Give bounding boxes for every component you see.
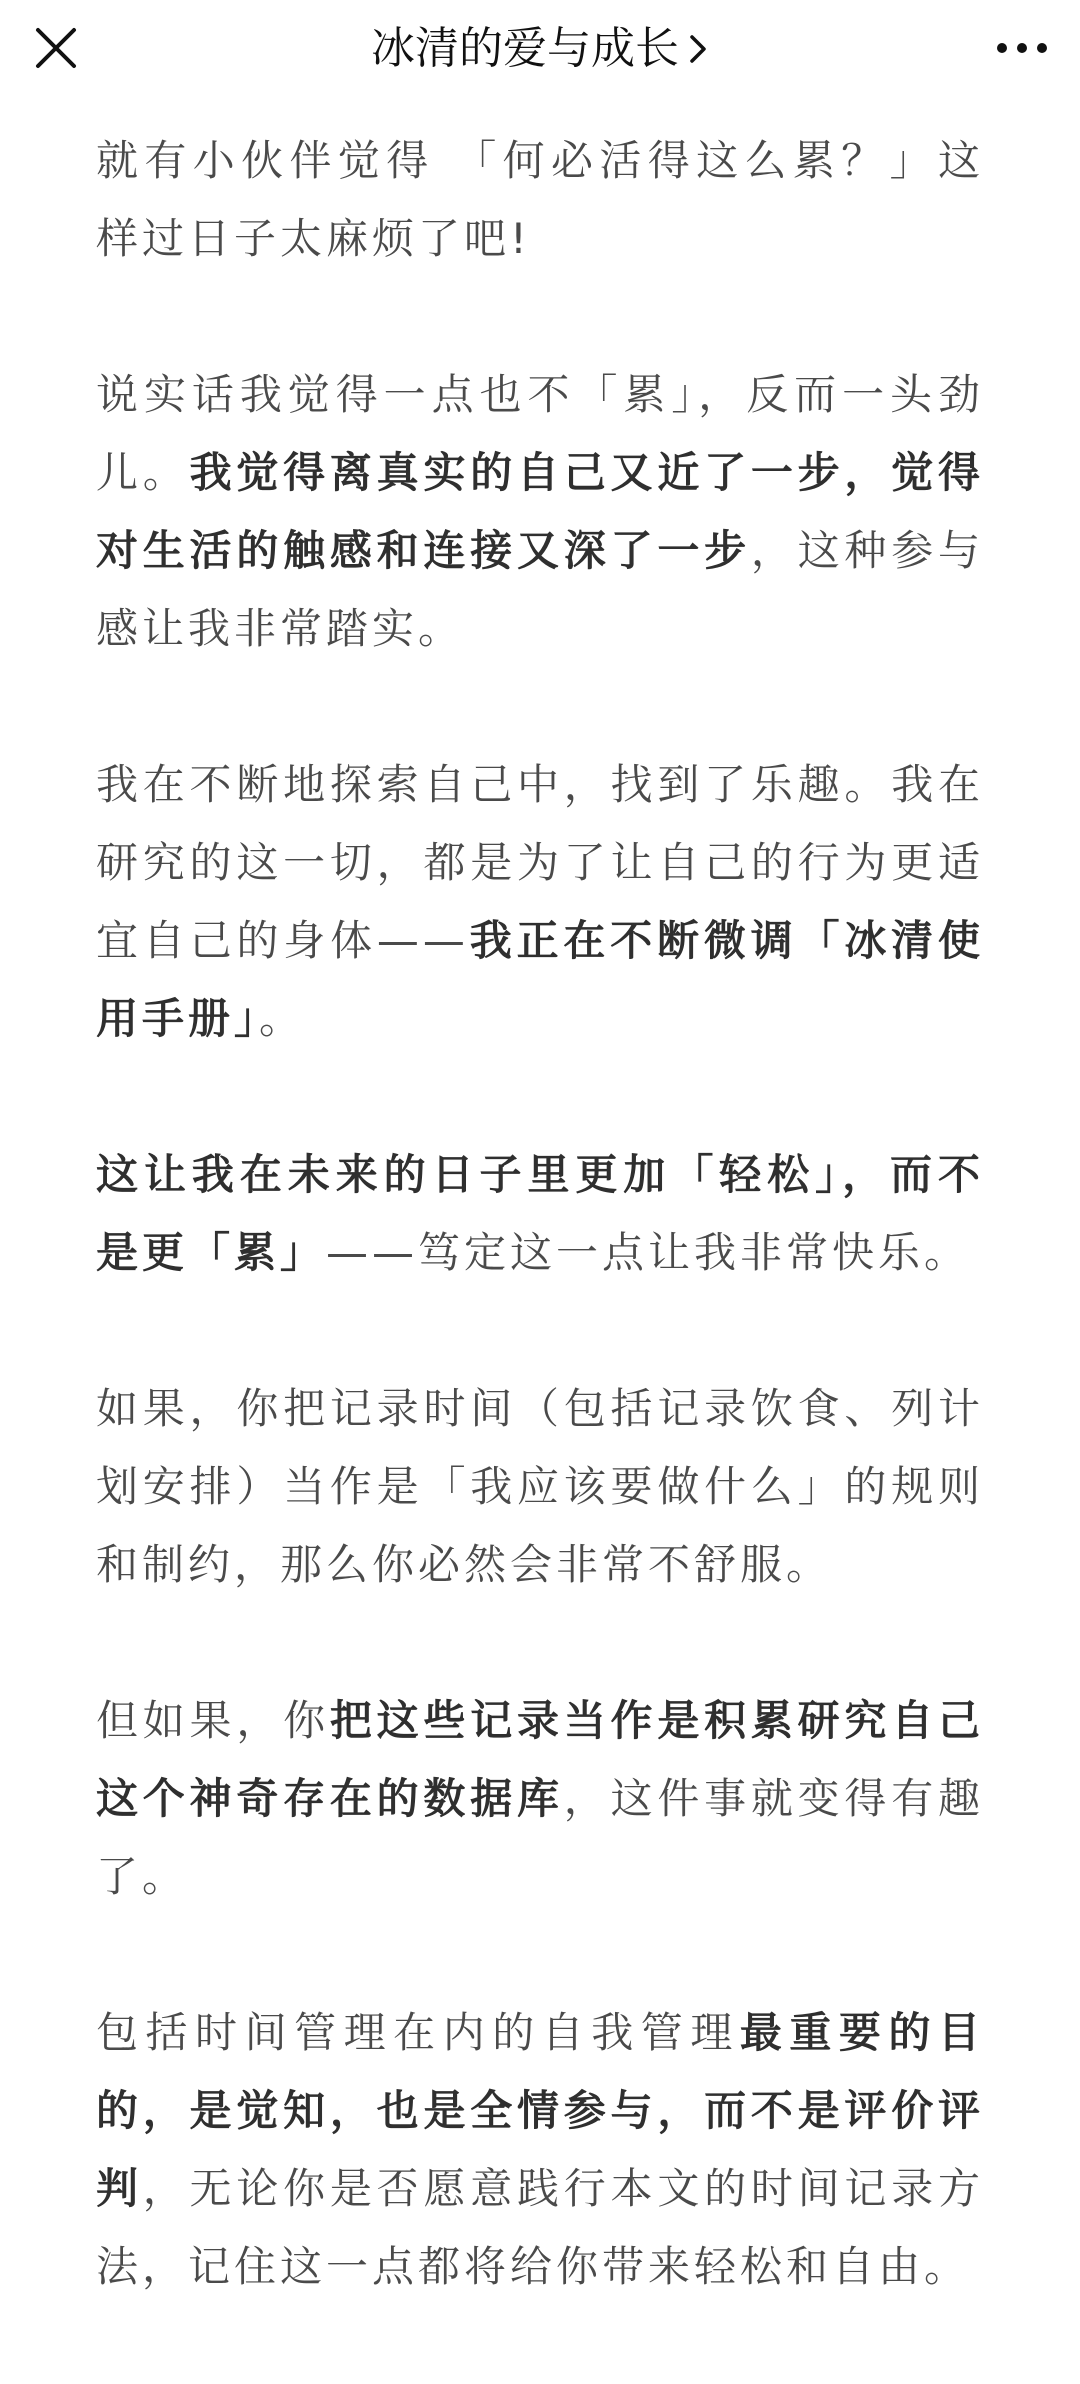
more-button[interactable] <box>994 28 1050 68</box>
text-run: 我在不断地探索自己中，找到了乐趣。我在研究的这一切，都是为了让自己的行为更适宜自己的身体—— <box>96 760 984 965</box>
chevron-right-icon[interactable] <box>687 31 709 67</box>
text-run: 包括时间管理在内的自我管理 <box>96 2008 740 2057</box>
more-horizontal-icon <box>994 28 1050 68</box>
bold-text: 我正在不断微调「冰清使用手册」 <box>96 916 984 1043</box>
bold-text: 最重要的目的，是觉知，也是全情参与，而不是评价评判 <box>96 2008 984 2213</box>
article-paragraph <box>96 356 984 668</box>
article-paragraph <box>96 746 984 1058</box>
text-run: 。 <box>259 994 306 1043</box>
top-navigation-bar <box>0 0 1080 98</box>
title-area <box>0 18 1080 78</box>
account-title[interactable]: 冰清的爱与成长 <box>371 22 679 74</box>
bold-text: 这让我在未来的日子里更加「轻松」，而不是更「累」 <box>96 1150 984 1277</box>
article-paragraph <box>96 1682 984 1916</box>
text-run: ——笃定这一点让我非常快乐。 <box>326 1228 971 1277</box>
text-run: ，无论你是否愿意践行本文的时间记录方法，记住这一点都将给你带来轻松和自由。 <box>96 2164 984 2291</box>
text-run: ，这种参与感让我非常踏实。 <box>96 526 984 653</box>
article-paragraph <box>96 1994 984 2306</box>
article-body <box>96 122 984 2384</box>
article-paragraph <box>96 1370 984 1604</box>
article-paragraph <box>96 1136 984 1292</box>
bold-text: 我觉得离真实的自己又近了一步，觉得对生活的触感和连接又深了一步 <box>96 448 984 575</box>
text-run: 就有小伙伴觉得 「何必活得这么累？」这样过日子太麻烦了吧! <box>96 136 984 263</box>
article-paragraph <box>96 122 984 278</box>
text-run: ，这件事就变得有趣了。 <box>96 1774 984 1901</box>
text-run: 但如果，你 <box>96 1696 330 1745</box>
text-run: 说实话我觉得一点也不「累」，反而一头劲儿。 <box>96 370 984 497</box>
bold-text: 把这些记录当作是积累研究自己这个神奇存在的数据库 <box>96 1696 984 1823</box>
text-run: 如果，你把记录时间（包括记录饮食、列计划安排）当作是「我应该要做什么」的规则和制约，那么你必然会非常不舒服。 <box>96 1384 984 1589</box>
